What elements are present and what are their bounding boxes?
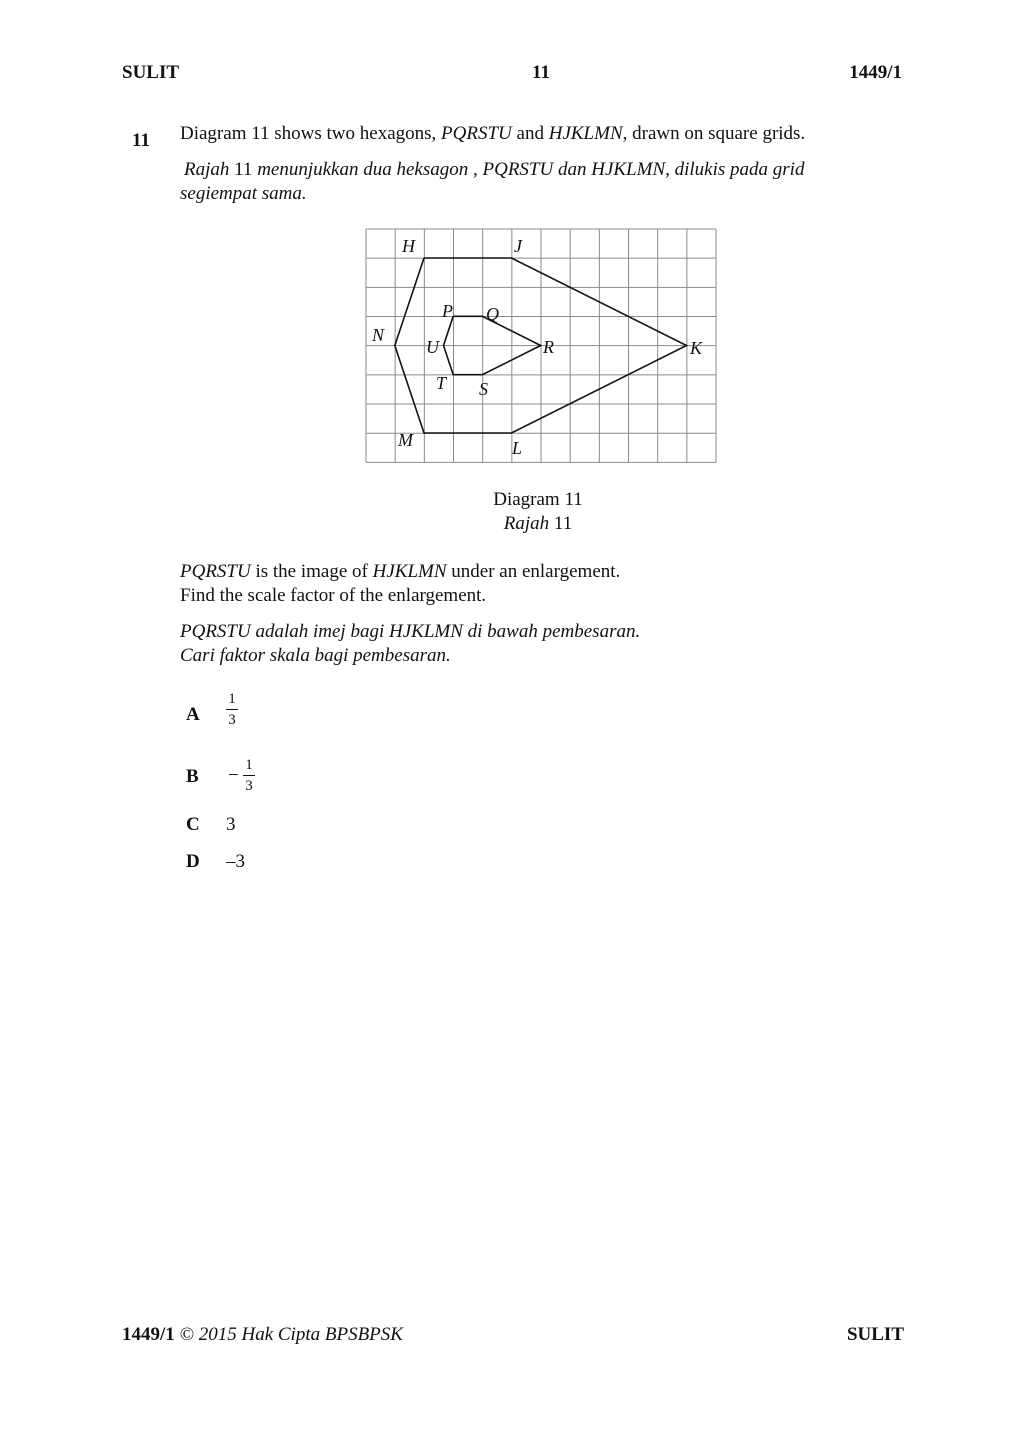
paper-code: 1449/1 [849,62,902,83]
header-sulit: SULIT [122,62,180,83]
prompt-line2: Find the scale factor of the enlargement. [180,585,487,606]
label-n: N [372,325,385,345]
option-b-denominator: 3 [245,778,253,794]
label-p: P [442,301,453,321]
option-a-numerator: 1 [228,691,236,707]
question-text-malay-line2: segiempat sama. [180,183,307,204]
diagram-caption-malay: Rajah 11 [503,513,573,534]
question-text: Diagram 11 shows two hexagons, PQRSTU and HJKLMN, drawn on square grids. [180,123,806,144]
label-q: Q [486,304,499,324]
fraction-bar [243,775,255,776]
label-t: T [436,373,447,393]
page-number: 11 [532,62,550,83]
option-b-fraction[interactable] [241,756,257,795]
label-m: M [398,430,413,450]
label-u: U [426,337,439,357]
option-a-label[interactable]: A [186,704,200,725]
footer-sulit: SULIT [846,1324,904,1345]
hexagon-grid-diagram [360,222,730,472]
label-l: L [512,438,523,458]
option-b-sign: − [228,765,239,786]
option-b-label[interactable]: B [186,766,199,787]
option-d-value[interactable]: –3 [226,851,245,872]
prompt-malay-line1: PQRSTU adalah imej bagi HJKLMN di bawah pembesaran. [180,621,641,642]
option-a-fraction[interactable] [224,690,240,729]
option-d-label[interactable]: D [186,851,200,872]
footer-copyright: 1449/1 © 2015 Hak Cipta BPSBPSK [122,1324,403,1345]
label-r: R [543,337,554,357]
option-c-value[interactable]: 3 [226,814,236,835]
option-c-label[interactable]: C [186,814,200,835]
option-a-denominator: 3 [228,712,236,728]
question-text-malay-line1: Rajah 11 menunjukkan dua heksagon , PQRSTU dan HJKLMN, dilukis pada grid [184,159,805,180]
label-k: K [690,338,703,358]
prompt-line1: PQRSTU is the image of HJKLMN under an enlargement. [180,561,621,582]
prompt-malay-line2: Cari faktor skala bagi pembesaran. [180,645,451,666]
label-j: J [514,236,522,256]
label-h: H [402,236,415,256]
fraction-bar [226,709,238,710]
question-number: 11 [132,130,150,151]
option-b-numerator: 1 [245,757,253,773]
label-s: S [479,379,488,399]
diagram-caption: Diagram 11 [493,489,583,510]
